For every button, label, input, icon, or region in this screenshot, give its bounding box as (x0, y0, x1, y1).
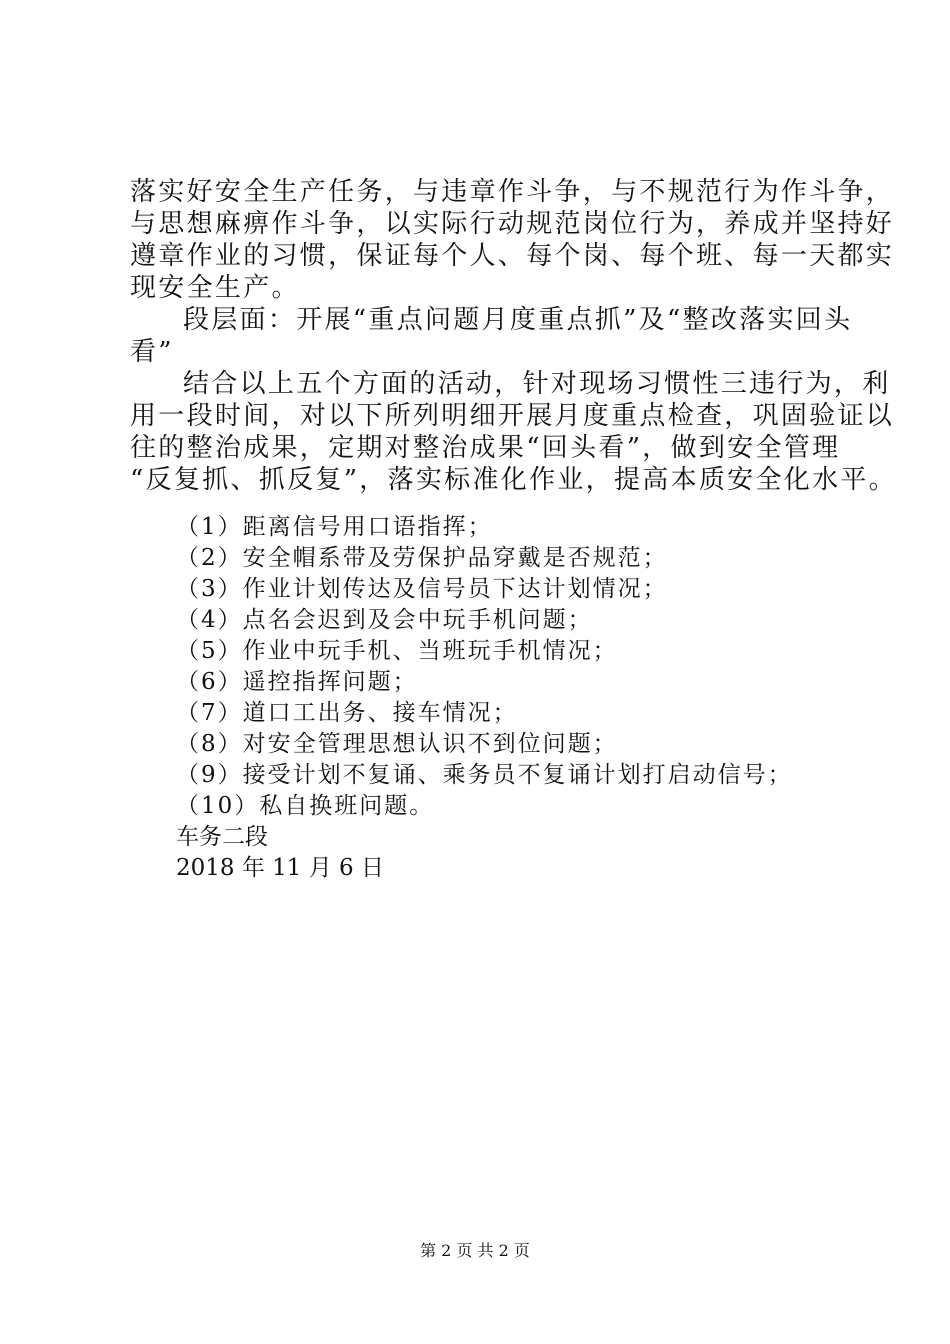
list-item: （4）点名会迟到及会中玩手机问题； (176, 607, 593, 633)
list-item: （8）对安全管理思想认识不到位问题； (176, 731, 618, 757)
page-number-footer: 第 2 页 共 2 页 (420, 1241, 530, 1260)
paragraph-line: “反复抓、抓反复”，落实标准化作业，提高本质安全化水平。 (130, 465, 897, 495)
list-item: （6）遥控指挥问题； (176, 669, 418, 695)
list-item: （7）道口工出务、接车情况； (176, 700, 518, 726)
list-item: （9）接受计划不复诵、乘务员不复诵计划打启动信号； (176, 762, 793, 788)
paragraph-line: 落实好安全生产任务，与违章作斗争，与不规范行为作斗争， (130, 177, 895, 207)
signature-date: 2018 年 11 月 6 日 (176, 855, 384, 881)
paragraph-line: 结合以上五个方面的活动，针对现场习惯性三违行为，利 (183, 369, 891, 399)
list-item: （5）作业中玩手机、当班玩手机情况； (176, 638, 618, 664)
list-item: （2）安全帽系带及劳保护品穿戴是否规范； (176, 545, 668, 571)
paragraph-line: 用一段时间，对以下所列明细开展月度重点检查，巩固验证以 (130, 401, 895, 431)
paragraph-line: 遵章作业的习惯，保证每个人、每个岗、每个班、每一天都实 (130, 241, 895, 271)
paragraph-line: 与思想麻痹作斗争，以实际行动规范岗位行为，养成并坚持好 (130, 209, 895, 239)
section-heading-continuation: 看” (130, 337, 174, 367)
paragraph-line: 往的整治成果，定期对整治成果“回头看”，做到安全管理 (130, 433, 841, 463)
section-heading: 段层面：开展“重点问题月度重点抓”及“整改落实回头 (183, 305, 853, 335)
list-item: （10）私自换班问题。 (176, 793, 435, 819)
list-item: （1）距离信号用口语指挥； (176, 514, 493, 540)
signature-org: 车务二段 (176, 824, 268, 850)
list-item: （3）作业计划传达及信号员下达计划情况； (176, 576, 668, 602)
paragraph-line: 现安全生产。 (130, 273, 300, 303)
